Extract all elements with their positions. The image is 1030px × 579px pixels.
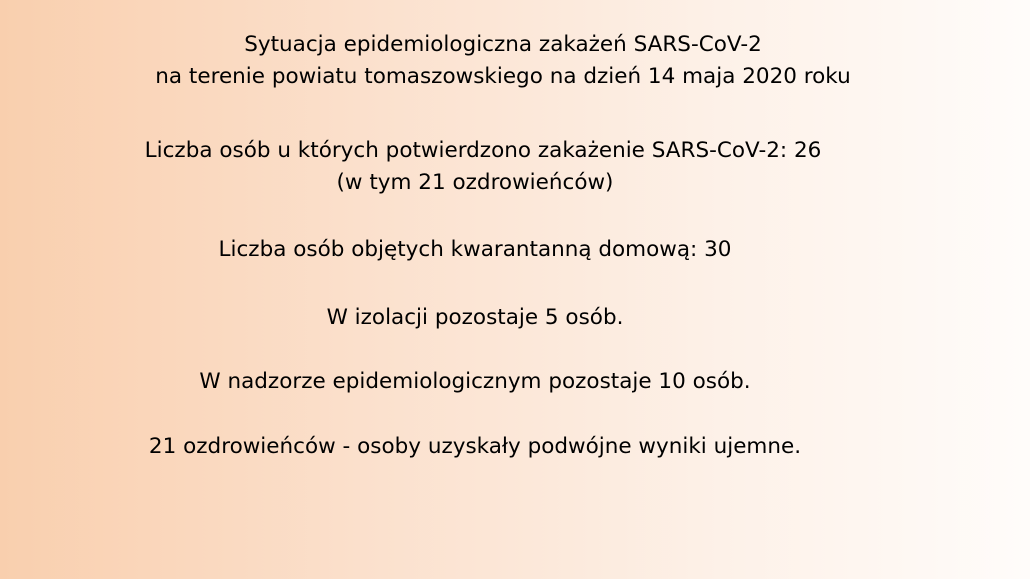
- recovered-note-text: (w tym 21 ozdrowieńców): [336, 170, 614, 195]
- report-title-line-1: Sytuacja epidemiologiczna zakażeń SARS-CoV-2: [244, 32, 762, 57]
- report-title-line-2: na terenie powiatu tomaszowskiego na dzień 14 maja 2020 roku: [155, 64, 851, 89]
- epidemiological-surveillance-text: W nadzorze epidemiologicznym pozostaje 10 osób.: [199, 369, 751, 394]
- home-quarantine-text: Liczba osób objętych kwarantanną domową: 30: [218, 237, 732, 262]
- recovered-summary-text: 21 ozdrowieńców - osoby uzyskały podwójne wyniki ujemne.: [148, 434, 802, 459]
- isolation-text: W izolacji pozostaje 5 osób.: [326, 305, 624, 330]
- confirmed-cases-text: Liczba osób u których potwierdzono zakażenie SARS-CoV-2: 26: [144, 138, 822, 163]
